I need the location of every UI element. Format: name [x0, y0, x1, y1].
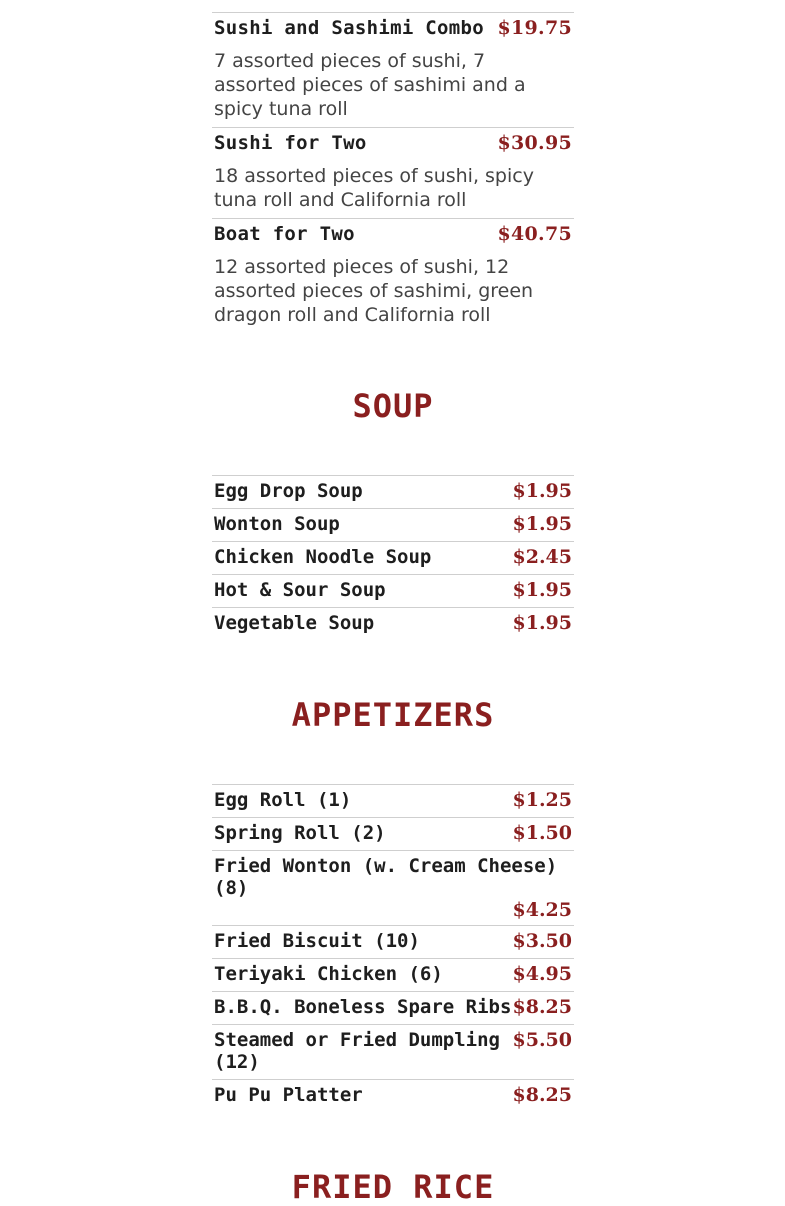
item-price: $1.95 [512, 513, 572, 535]
menu-item [212, 607, 574, 640]
item-name: Egg Drop Soup [214, 480, 363, 502]
menu-item [212, 925, 574, 958]
item-name: Vegetable Soup [214, 612, 375, 634]
menu-item [212, 475, 574, 508]
item-price: $5.50 [512, 1029, 572, 1051]
item-price: $8.25 [512, 996, 572, 1018]
item-price: $4.25 [512, 899, 572, 921]
menu-item-header [212, 127, 574, 154]
menu-item [212, 12, 574, 127]
appetizer-list [212, 784, 574, 1112]
item-price: $40.75 [497, 223, 572, 245]
item-description: 18 assorted pieces of sushi, spicy tuna roll and California roll [214, 165, 534, 211]
item-name: Steamed or Fried Dumpling (12) [214, 1029, 500, 1073]
item-name: B.B.Q. Boneless Spare Ribs [214, 996, 512, 1018]
menu-item [212, 1024, 574, 1079]
item-name: Spring Roll (2) [214, 822, 386, 844]
section-title-soup: SOUP [352, 387, 434, 425]
item-price: $1.25 [512, 789, 572, 811]
menu-item [212, 850, 574, 925]
item-price: $3.50 [512, 930, 572, 952]
menu-item [212, 127, 574, 218]
item-price: $1.95 [512, 480, 572, 502]
item-price: $4.95 [512, 963, 572, 985]
menu-item [212, 508, 574, 541]
menu-item [212, 991, 574, 1024]
item-price: $8.25 [512, 1084, 572, 1106]
item-name: Fried Wonton (w. Cream Cheese) (8) [214, 855, 558, 899]
item-price: $30.95 [497, 132, 572, 154]
menu-item [212, 817, 574, 850]
menu-item [212, 1079, 574, 1112]
menu-item-header [212, 12, 574, 39]
item-name: Egg Roll (1) [214, 789, 352, 811]
section-title-fried-rice: FRIED RICE [291, 1168, 495, 1206]
item-price: $1.95 [512, 579, 572, 601]
item-name: Fried Biscuit (10) [214, 930, 420, 952]
item-price: $1.50 [512, 822, 572, 844]
item-name: Boat for Two [214, 223, 355, 245]
section-title-appetizers: APPETIZERS [291, 696, 495, 734]
menu-item [212, 958, 574, 991]
item-name: Chicken Noodle Soup [214, 546, 432, 568]
soup-list [212, 475, 574, 640]
item-price: $2.45 [512, 546, 572, 568]
menu-item [212, 574, 574, 607]
partial-description [212, 0, 574, 12]
menu-item-header [212, 218, 574, 245]
item-name: Hot & Sour Soup [214, 579, 386, 601]
item-description: 7 assorted pieces of sushi, 7 assorted pieces of sashimi and a spicy tuna roll [214, 50, 526, 120]
item-name: Sushi for Two [214, 132, 367, 154]
menu-item [212, 784, 574, 817]
item-description: 12 assorted pieces of sushi, 12 assorted pieces of sashimi, green dragon roll and California roll [214, 256, 534, 326]
menu-content [212, 0, 574, 1206]
item-price: $19.75 [497, 17, 572, 39]
menu-item [212, 541, 574, 574]
menu-item [212, 218, 574, 333]
item-name: Sushi and Sashimi Combo [214, 17, 484, 39]
item-price: $1.95 [512, 612, 572, 634]
item-name: Pu Pu Platter [214, 1084, 363, 1106]
item-name: Teriyaki Chicken (6) [214, 963, 443, 985]
item-name: Wonton Soup [214, 513, 340, 535]
